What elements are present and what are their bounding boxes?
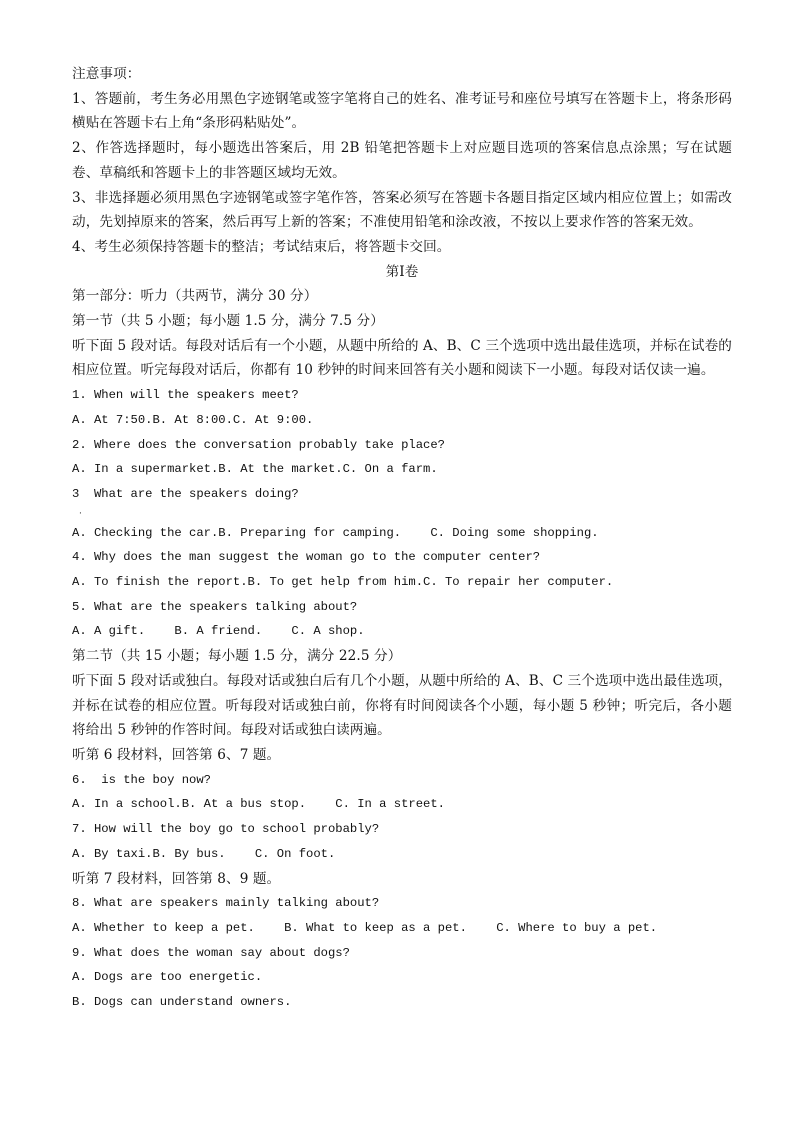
section1-instructions: 听下面 5 段对话。每段对话后有一个小题，从题中所给的 A、B、C 三个选项中选出最佳选项，并标在试卷的相应位置。听完每段对话后，你都有 10 秒钟的时间来回答有关小题和阅读下一小题。每段对话仅读一遍。 (72, 337, 732, 379)
section1-heading: 第一节（共 5 小题；每小题 1.5 分，满分 7.5 分） (72, 313, 384, 330)
question-9-stem: 9. What does the woman say about dogs? (72, 945, 350, 960)
section2-instructions: 听下面 5 段对话或独白。每段对话或独白后有几个小题，从题中所给的 A、B、C 三个选项中选出最佳选项，并标在试卷的相应位置。听每段对话或独白前，你将有时间阅读各个小题，每小题 5 秒钟；听完后，各小题将给出 5 秒钟的作答时间。每段对话或独白读两遍。 (72, 672, 732, 739)
question-7-options: A. By taxi.B. By bus. C. On foot. (72, 846, 336, 861)
question-7-stem: 7. How will the boy go to school probably? (72, 822, 380, 837)
volume-title: 第Ⅰ卷 (385, 263, 419, 280)
material-7-heading: 听第 7 段材料，回答第 8、9 题。 (72, 870, 281, 887)
notice-item-4: 4、考生必须保持答题卡的整洁；考试结束后，将答题卡交回。 (72, 238, 451, 255)
question-6-stem: 6. is the boy now? (72, 772, 211, 787)
question-5-stem: 5. What are the speakers talking about? (72, 599, 358, 614)
question-9-option-a: A. Dogs are too energetic. (72, 970, 263, 985)
notice-item-2: 2、作答选择题时，每小题选出答案后，用 2B 铅笔把答题卡上对应题目选项的答案信息点涂黑；写在试题卷、草稿纸和答题卡上的非答题区域均无效。 (72, 140, 732, 181)
question-5-options: A. A gift. B. A friend. C. A shop. (72, 624, 365, 639)
question-9-option-b: B. Dogs can understand owners. (72, 995, 292, 1010)
question-3-options: A. Checking the car.B. Preparing for camping. C. Doing some shopping. (72, 525, 599, 540)
question-4-stem: 4. Why does the man suggest the woman go to the computer center? (72, 550, 541, 565)
notice-item-1: 1、答题前，考生务必用黑色字迹钢笔或签字笔将自己的姓名、准考证号和座位号填写在答题卡上，将条形码横贴在答题卡右上角“条形码粘贴处”。 (72, 90, 732, 132)
question-4-options: A. To finish the report.B. To get help from him.C. To repair her computer. (72, 575, 614, 590)
section2-heading: 第二节（共 15 小题；每小题 1.5 分，满分 22.5 分） (72, 648, 402, 665)
exam-page (72, 62, 732, 1015)
question-8-stem: 8. What are speakers mainly talking about? (72, 896, 380, 911)
notice-title: 注意事项： (72, 66, 141, 82)
material-6-heading: 听第 6 段材料，回答第 6、7 题。 (72, 746, 281, 763)
question-3-stem: 3 What are the speakers doing? (72, 486, 299, 501)
notice-item-3: 3、非选择题必须用黑色字迹钢笔或签字笔作答，答案必须写在答题卡各题目指定区域内相应位置上；如需改动，先划掉原来的答案，然后再写上新的答案；不准使用铅笔和涂改液，不按以上要求作答的答案无效。 (72, 189, 732, 231)
question-1-stem: 1. When will the speakers meet? (72, 388, 299, 403)
question-2-options: A. In a supermarket.B. At the market.C. On a farm. (72, 462, 438, 477)
part1-heading: 第一部分：听力（共两节，满分 30 分） (72, 288, 318, 305)
question-6-options: A. In a school.B. At a bus stop. C. In a street. (72, 797, 445, 812)
stray-mark: · (78, 508, 83, 518)
question-2-stem: 2. Where does the conversation probably take place? (72, 437, 445, 452)
question-1-options: A. At 7:50.B. At 8:00.C. At 9:00. (72, 412, 314, 427)
question-8-options: A. Whether to keep a pet. B. What to keep as a pet. C. Where to buy a pet. (72, 920, 658, 935)
